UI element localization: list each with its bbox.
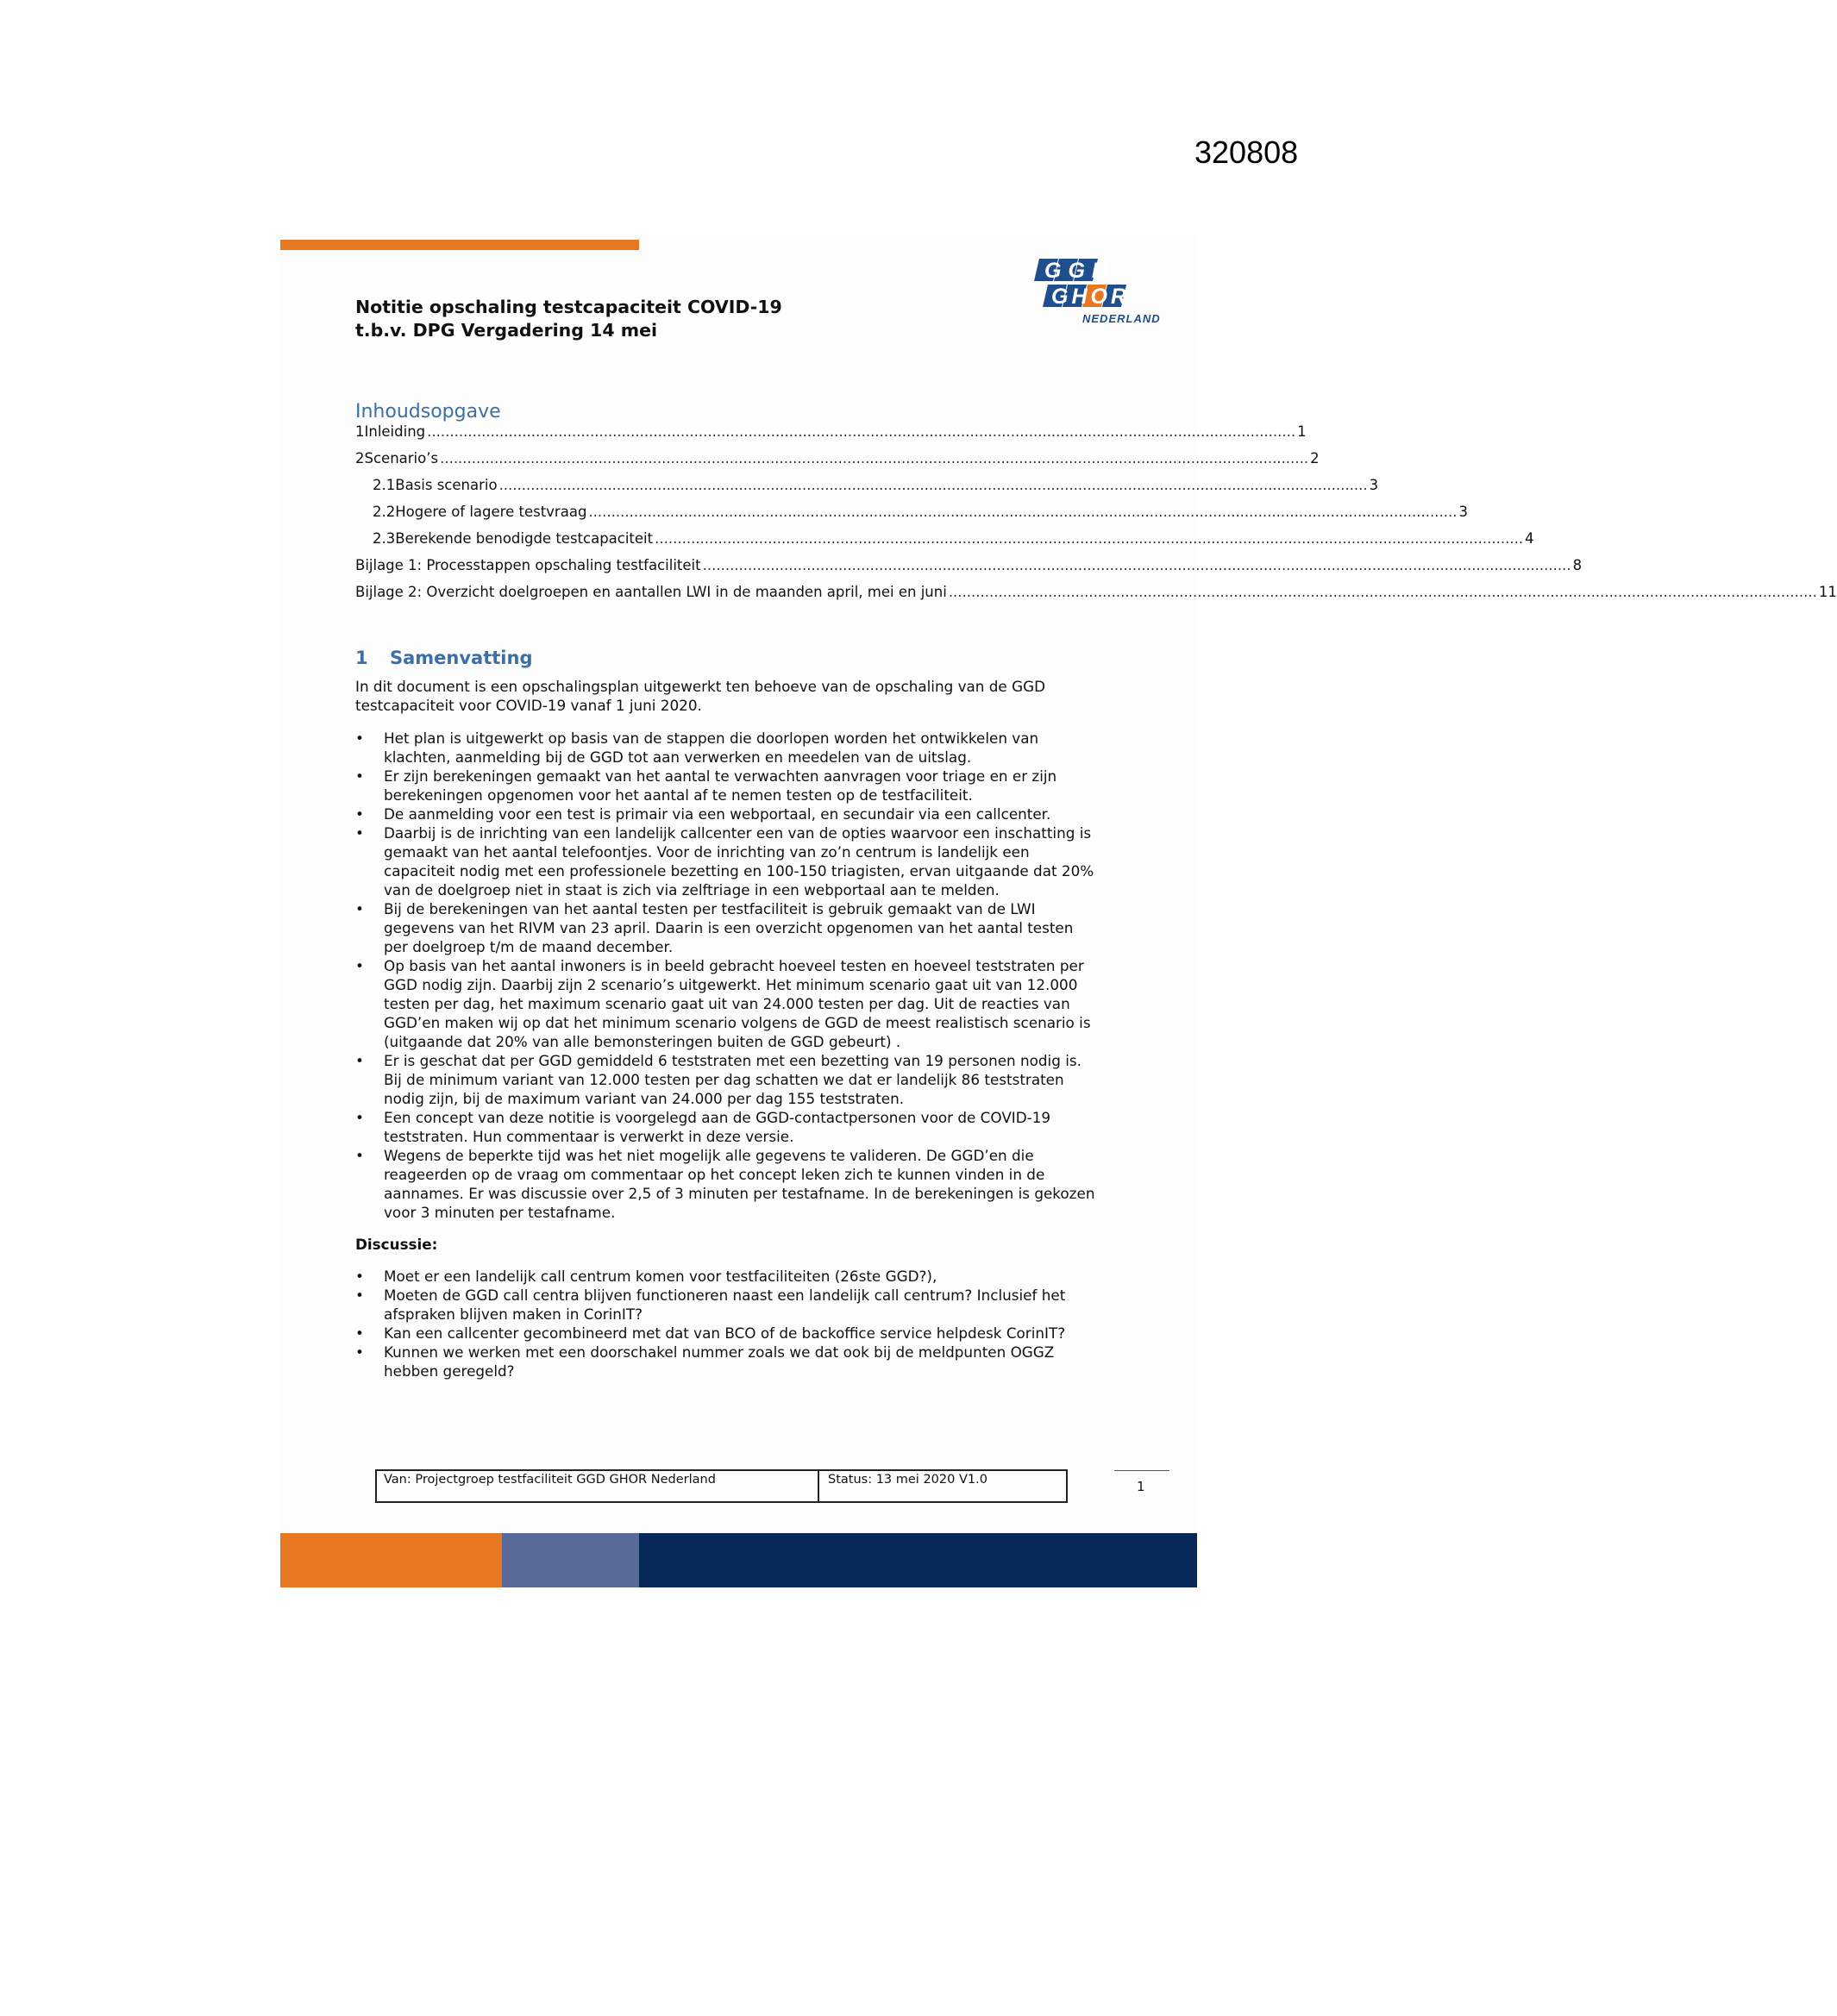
page-number: 1 bbox=[1137, 1479, 1145, 1494]
toc-entry-label: Scenario’s bbox=[364, 450, 439, 466]
list-item: • De aanmelding voor een test is primair via een webportaal, en secundair via een callcenter. bbox=[355, 805, 1097, 823]
list-item: • Het plan is uitgewerkt op basis van de stappen die doorlopen worden het ontwikkelen van klachten, aanmelding bij de GGD tot aan verwerken en meedelen van de uitslag. bbox=[355, 729, 1097, 767]
toc-entry-label: Inleiding bbox=[364, 423, 426, 440]
toc-entry[interactable] bbox=[355, 584, 1837, 604]
list-item: • Er zijn berekeningen gemaakt van het aantal te verwachten aanvragen voor triage en er zijn berekeningen opgenomen voor het aantal af te nemen testen op de testfaciliteit. bbox=[355, 767, 1097, 805]
list-item: • Moeten de GGD call centra blijven functioneren naast een landelijk call centrum? Inclusief het afspraken blijven maken in CorinIT? bbox=[355, 1286, 1097, 1324]
toc-entry-page: 3 bbox=[1369, 477, 1379, 493]
toc-leader-dots: ................................................................................................................................................................................................ bbox=[588, 504, 1458, 520]
toc-entry-page: 8 bbox=[1572, 557, 1583, 573]
list-item: • Bij de berekeningen van het aantal testen per testfaciliteit is gebruik gemaakt van de LWI gegevens van het RIVM van 23 april. Daarin is een overzicht opgenomen van het aantal testen per doelgroep t/m de maand december. bbox=[355, 899, 1097, 956]
toc-leader-dots: ................................................................................................................................................................................................ bbox=[498, 477, 1368, 493]
logo-row-1: GGD bbox=[1044, 259, 1114, 283]
toc-entry-number: 2.2 bbox=[373, 504, 396, 520]
page-number-rule bbox=[1114, 1470, 1169, 1471]
toc-entry-number: 1 bbox=[355, 423, 365, 440]
document-page bbox=[280, 235, 1837, 1587]
section-title: Samenvatting bbox=[390, 648, 533, 668]
toc-entry-page: 4 bbox=[1525, 530, 1534, 547]
toc-entry-page: 3 bbox=[1458, 504, 1468, 520]
toc-heading: Inhoudsopgave bbox=[355, 401, 501, 423]
top-accent-bar bbox=[280, 240, 639, 250]
toc-entry[interactable] bbox=[355, 477, 1379, 498]
toc-entry[interactable] bbox=[355, 504, 1468, 524]
toc-entry-label: Hogere of lagere testvraag bbox=[395, 504, 587, 520]
discussion-bullet-list bbox=[355, 1267, 1097, 1381]
bottom-bar-navy bbox=[639, 1533, 1197, 1587]
summary-bullet-list bbox=[355, 729, 1097, 1222]
intro-paragraph: In dit document is een opschalingsplan uitgewerkt ten behoeve van de opschaling van de GGD testcapaciteit voor COVID-19 vanaf 1 juni 2020. bbox=[355, 678, 1046, 714]
toc-entry-page: 11 bbox=[1818, 584, 1837, 600]
toc-entry-number: 2 bbox=[355, 450, 365, 466]
toc-leader-dots: ................................................................................................................................................................................................ bbox=[427, 423, 1296, 440]
toc-entry[interactable] bbox=[355, 423, 1307, 444]
toc-entry-label: Bijlage 1: Processtappen opschaling testfaciliteit bbox=[355, 557, 701, 573]
ggd-ghor-logo bbox=[1031, 257, 1160, 333]
section-heading bbox=[355, 648, 533, 668]
footer-info-box bbox=[375, 1469, 1068, 1503]
title-line-1: Notitie opschaling testcapaciteit COVID-19 bbox=[355, 297, 782, 317]
toc-leader-dots: ................................................................................................................................................................................................ bbox=[948, 584, 1817, 600]
footer-status: Status: 13 mei 2020 V1.0 bbox=[828, 1473, 987, 1487]
logo-row-3: NEDERLAND bbox=[1082, 312, 1161, 325]
footer-from: Van: Projectgroep testfaciliteit GGD GHOR Nederland bbox=[377, 1471, 819, 1501]
toc-entry[interactable] bbox=[355, 450, 1320, 471]
list-item: • Er is geschat dat per GGD gemiddeld 6 teststraten met een bezetting van 19 personen nodig is. Bij de minimum variant van 12.000 testen per dag schatten we dat er landelijk 86 teststraten nodig zijn, bij de maximum variant van 24.000 per dag 155 teststraten. bbox=[355, 1051, 1097, 1108]
toc-entry-number: 2.1 bbox=[373, 477, 396, 493]
toc-entry-number: 2.3 bbox=[373, 530, 396, 547]
title-line-2: t.b.v. DPG Vergadering 14 mei bbox=[355, 320, 658, 341]
toc-leader-dots: ................................................................................................................................................................................................ bbox=[702, 557, 1571, 573]
toc-entry-label: Bijlage 2: Overzicht doelgroepen en aantallen LWI in de maanden april, mei en juni bbox=[355, 584, 947, 600]
toc-entry-label: Berekende benodigde testcapaciteit bbox=[395, 530, 654, 547]
toc-entry-page: 2 bbox=[1310, 450, 1320, 466]
toc-entry[interactable] bbox=[355, 557, 1583, 578]
bottom-bar-slate bbox=[502, 1533, 639, 1587]
document-number: 320808 bbox=[1194, 135, 1299, 170]
list-item: • Daarbij is de inrichting van een landelijk callcenter een van de opties waarvoor een inschatting is gemaakt van het aantal telefoontjes. Voor de inrichting van zo’n centrum is landelijk een capaciteit nodig met een professionele bezetting en 100-150 triagisten, ervan uitgaande dat 20% van de doelgroep niet in staat is zich via zelftriage in een webportaal aan te melden. bbox=[355, 823, 1097, 899]
list-item: • Moet er een landelijk call centrum komen voor testfaciliteiten (26ste GGD?), bbox=[355, 1267, 1097, 1286]
toc-entry[interactable] bbox=[355, 530, 1534, 551]
toc-leader-dots: ................................................................................................................................................................................................ bbox=[440, 450, 1309, 466]
list-item: • Kan een callcenter gecombineerd met dat van BCO of de backoffice service helpdesk CorinIT? bbox=[355, 1324, 1097, 1343]
document-title bbox=[355, 296, 782, 342]
toc-entry-page: 1 bbox=[1297, 423, 1307, 440]
list-item: • Kunnen we werken met een doorschakel nummer zoals we dat ook bij de meldpunten OGGZ hebben geregeld? bbox=[355, 1343, 1097, 1381]
bottom-bar-orange bbox=[280, 1533, 502, 1587]
list-item: • Wegens de beperkte tijd was het niet mogelijk alle gegevens te valideren. De GGD’en die reageerden op de vraag om commentaar op het concept leken zich te kunnen vinden in de aannames. Er was discussie over 2,5 of 3 minuten per testafname. In de berekeningen is gekozen voor 3 minuten per testafname. bbox=[355, 1146, 1097, 1222]
list-item: • Op basis van het aantal inwoners is in beeld gebracht hoeveel testen en hoeveel teststraten per GGD nodig zijn. Daarbij zijn 2 scenario’s uitgewerkt. Het minimum scenario gaat uit van 12.000 testen per dag, het maximum scenario gaat uit van 24.000 testen per dag. Uit de reacties van GGD’en maken wij op dat het minimum scenario volgens de GGD de meest realistisch scenario is (uitgaande dat 20% van alle bemonsteringen buiten de GGD gebeurt) . bbox=[355, 956, 1097, 1051]
toc-leader-dots: ................................................................................................................................................................................................ bbox=[655, 530, 1524, 547]
logo-row-2: GHOR bbox=[1051, 285, 1130, 309]
toc-entry-label: Basis scenario bbox=[395, 477, 498, 493]
section-number: 1 bbox=[355, 648, 368, 668]
list-item: • Een concept van deze notitie is voorgelegd aan de GGD-contactpersonen voor de COVID-19 teststraten. Hun commentaar is verwerkt in deze versie. bbox=[355, 1108, 1097, 1146]
discussion-label: Discussie: bbox=[355, 1236, 438, 1253]
